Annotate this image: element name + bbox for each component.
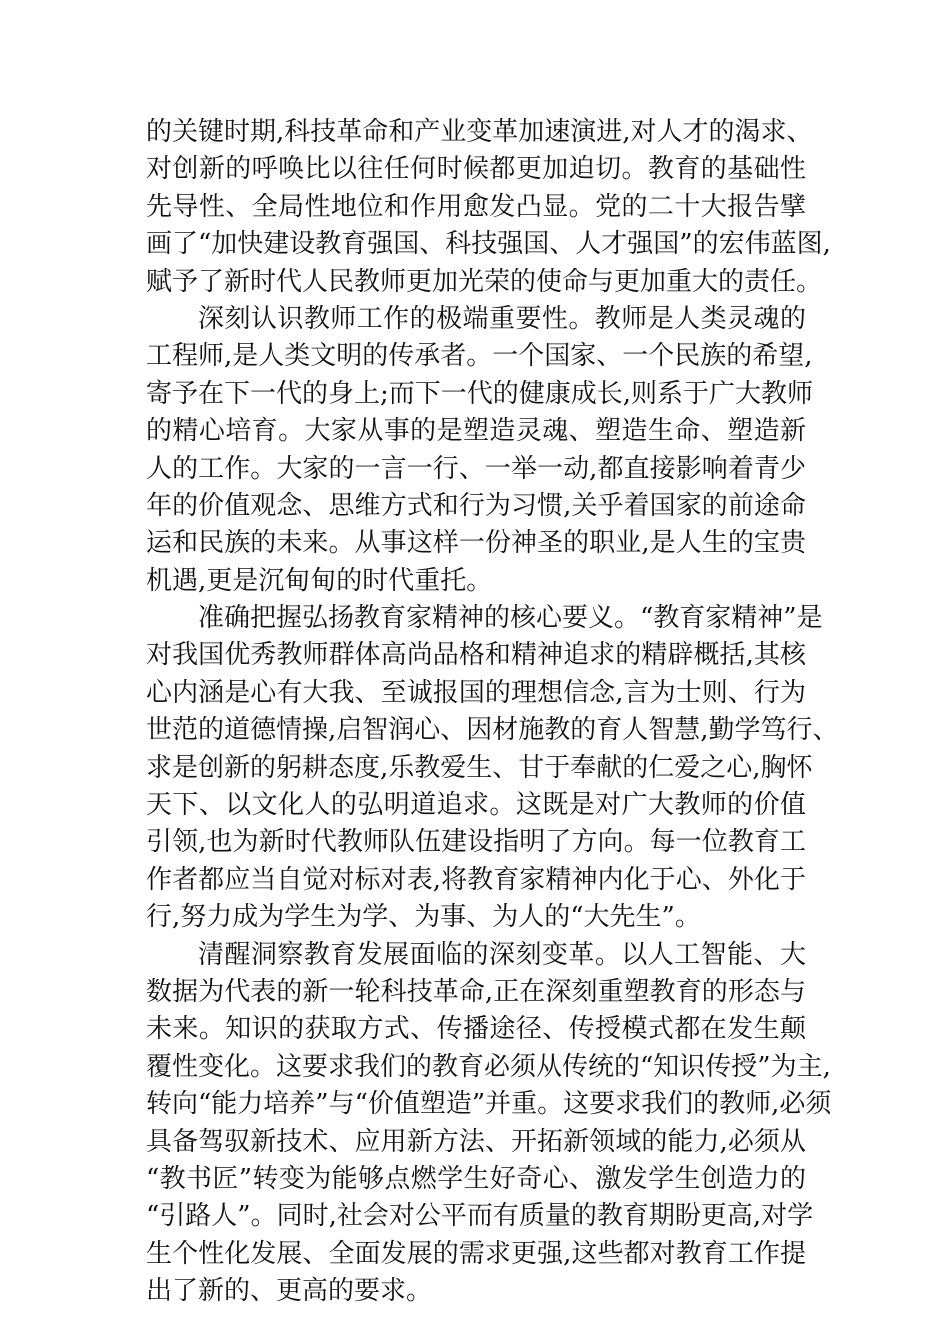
paragraph-line: 画了“加快建设教育强国、科技强国、人才强国”的宏伟蓝图, — [146, 229, 831, 260]
paragraph-line: 清醒洞察教育发展面临的深刻变革。以人工智能、大 — [198, 939, 806, 970]
paragraph-line: 覆性变化。这要求我们的教育必须从传统的“知识传授”为主, — [146, 1051, 831, 1082]
paragraph-line: 年的价值观念、思维方式和行为习惯,关乎着国家的前途命 — [146, 490, 806, 521]
paragraph-line: 求是创新的躬耕态度,乐教爱生、甘于奉献的仁爱之心,胸怀 — [146, 752, 813, 783]
paragraph-line: 准确把握弘扬教育家精神的核心要义。“教育家精神”是 — [198, 603, 823, 634]
paragraph-line: 先导性、全局性地位和作用愈发凸显。党的二十大报告擘 — [146, 191, 806, 222]
paragraph-4 — [146, 937, 832, 1311]
paragraph-line: 具备驾驭新技术、应用新方法、开拓新领域的能力,必须从 — [146, 1126, 806, 1157]
paragraph-line: “引路人”。同时,社会对公平而有质量的教育期盼更高,对学 — [146, 1201, 814, 1232]
paragraph-1 — [146, 114, 831, 301]
paragraph-line: 作者都应当自觉对标对表,将教育家精神内化于心、外化于 — [146, 864, 806, 895]
paragraph-line: 出了新的、更高的要求。 — [146, 1276, 433, 1307]
paragraph-line: 转向“能力培养”与“价值塑造”并重。这要求我们的教师,必须 — [146, 1089, 832, 1120]
paragraph-line: 深刻认识教师工作的极端重要性。教师是人类灵魂的 — [198, 303, 806, 334]
paragraph-3 — [146, 600, 839, 937]
paragraph-line: 人的工作。大家的一言一行、一举一动,都直接影响着青少 — [146, 453, 806, 484]
paragraph-line: 天下、以文化人的弘明道追求。这既是对广大教师的价值 — [146, 790, 806, 821]
paragraph-line: 工程师,是人类文明的传承者。一个国家、一个民族的希望, — [146, 341, 813, 372]
paragraph-line: “教书匠”转变为能够点燃学生好奇心、激发学生创造力的 — [146, 1163, 806, 1194]
paragraph-line: 的关键时期,科技革命和产业变革加速演进,对人才的渴求、 — [146, 117, 813, 147]
paragraph-line: 行,努力成为学生为学、为事、为人的“大先生”。 — [146, 902, 701, 933]
paragraph-2 — [146, 301, 814, 600]
document-body — [146, 114, 839, 1311]
paragraph-line: 赋予了新时代人民教师更加光荣的使命与更加重大的责任。 — [146, 266, 823, 297]
paragraph-line: 的精心培育。大家从事的是塑造灵魂、塑造生命、塑造新 — [146, 416, 806, 447]
paragraph-line: 世范的道德情操,启智润心、因材施教的育人智慧,勤学笃行、 — [146, 715, 839, 746]
paragraph-line: 数据为代表的新一轮科技革命,正在深刻重塑教育的形态与 — [146, 976, 806, 1007]
paragraph-line: 心内涵是心有大我、至诚报国的理想信念,言为士则、行为 — [146, 677, 806, 708]
paragraph-line: 生个性化发展、全面发展的需求更强,这些都对教育工作提 — [146, 1238, 806, 1269]
paragraph-line: 寄予在下一代的身上;而下一代的健康成长,则系于广大教师 — [146, 378, 814, 409]
paragraph-line: 引领,也为新时代教师队伍建设指明了方向。每一位教育工 — [146, 827, 806, 858]
paragraph-line: 未来。知识的获取方式、传播途径、传授模式都在发生颠 — [146, 1014, 806, 1045]
paragraph-line: 运和民族的未来。从事这样一份神圣的职业,是人生的宝贵 — [146, 528, 806, 559]
paragraph-line: 对我国优秀教师群体高尚品格和精神追求的精辟概括,其核 — [146, 640, 806, 671]
paragraph-line: 机遇,更是沉甸甸的时代重托。 — [146, 565, 493, 596]
paragraph-line: 对创新的呼唤比以往任何时候都更加迫切。教育的基础性 — [146, 154, 806, 185]
